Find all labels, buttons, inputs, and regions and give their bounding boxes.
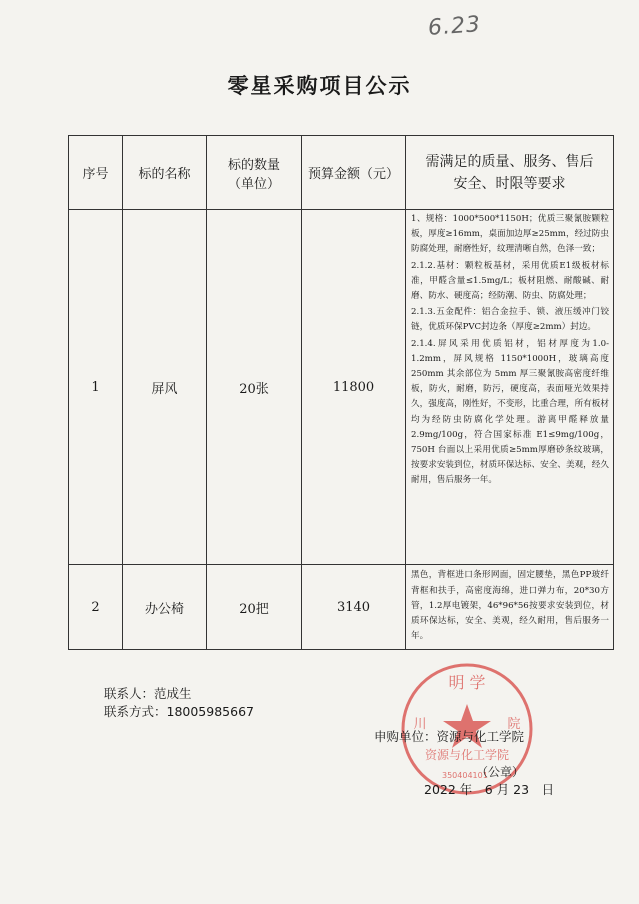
applicant-unit: 申购单位：资源与化工学院 [374, 729, 525, 744]
seal-right-text: 院 [507, 717, 521, 732]
contact-person: 联系人：范成生 [104, 686, 192, 701]
table-row [69, 210, 614, 565]
row-qty: 20把 [207, 565, 302, 650]
requirement-paragraph: 2.1.4.屏风采用优质铝材，铝材厚度为1.0-1.2mm，屏风规格 1150*1000H，玻璃高度250mm 其余部位为 5mm 厚三聚氰胺高密度纤维板，防火，耐磨，防污，硬度高，表面哑光效果持久，强度高，刚性好，不变形，比重合理，所有板材均为经防虫防腐化学处理。游离甲醛释放量 2.9mg/100g，符合国家标准 E1≤9mg/100g，750H 台面以上采用优质≥5mm厚磨砂条纹玻璃，按要求安装到位，材质环保达标、安全、美观，经久耐用，售后服务一年。 [411, 338, 609, 486]
seal-left-text: 川 [413, 717, 427, 732]
contact-phone: 联系方式：18005985667 [104, 704, 254, 719]
row-seq: 2 [69, 565, 123, 650]
row-qty: 20张 [207, 210, 302, 565]
row-budget: 11800 [302, 210, 406, 565]
seal-note: （公章） [476, 765, 525, 779]
requirement-paragraph: 2.1.2.基材：颗粒板基材，采用优质E1级板材标准，甲醛含量≤1.5mg/L；板材阻燃、耐酸碱、耐磨、防水、硬度高；经防潮、防虫、防腐处理； [411, 260, 609, 302]
header-qty: 标的数量 （单位） [207, 136, 302, 210]
row-item-name: 办公椅 [123, 565, 207, 650]
header-budget: 预算金额（元） [302, 136, 406, 210]
row-budget: 3140 [302, 565, 406, 650]
procurement-table [68, 135, 614, 650]
seal-bottom-text: 资源与化工学院 [424, 748, 510, 762]
row-seq: 1 [69, 210, 123, 565]
header-seq: 序号 [69, 136, 123, 210]
table-row [69, 565, 614, 650]
row-item-name: 屏风 [123, 210, 207, 565]
row-requirements [406, 565, 614, 650]
requirement-paragraph: 黑色，背框进口条形网面，固定腰垫，黑色PP玻纤背框和扶手，高密度海绵，进口弹力布，20*30方管，1.2厚电镀架，46*96*56按要求安装到位，材质环保达标，安全、美观，经久耐用，售后服务一年。 [411, 570, 609, 642]
seal-top-text: 明 学 [448, 673, 486, 692]
handwritten-note: 6.23 [427, 12, 482, 41]
row-requirements [406, 210, 614, 565]
sign-date: 2022 年 6 月 23 日 [424, 782, 555, 797]
requirement-paragraph: 2.1.3.五金配件：铝合金拉手、锁、液压缓冲门铰链，优质环保PVC封边条（厚度≥2mm）封边。 [411, 307, 609, 333]
seal-code: 350404101 [442, 771, 488, 780]
header-name: 标的名称 [123, 136, 207, 210]
header-requirements: 需满足的质量、服务、售后 安全、时限等要求 [406, 136, 614, 210]
table-header-row [69, 136, 614, 210]
requirement-paragraph: 1、规格：1000*500*1150H；优质三聚氰胺颗粒板，厚度≥16mm，桌面加边厚≥25mm，经过防虫防腐处理，耐磨性好，纹理清晰自然，色泽一致； [411, 214, 609, 255]
page-title: 零星采购项目公示 [227, 74, 412, 98]
